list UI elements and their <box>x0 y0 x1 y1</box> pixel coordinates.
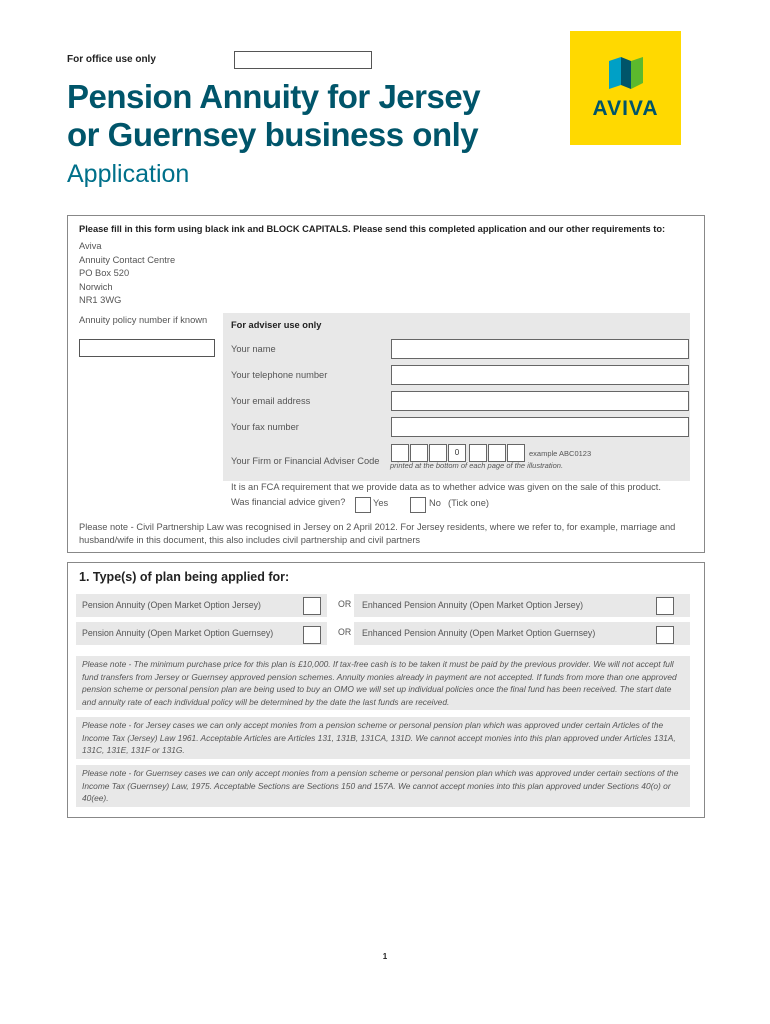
plan-enhanced-guernsey-checkbox[interactable] <box>656 626 674 644</box>
fca-requirement-text: It is an FCA requirement that we provide data as to whether advice was given on the sale of this product. <box>231 482 661 492</box>
address-line: NR1 3WG <box>79 295 122 305</box>
plan-label: Enhanced Pension Annuity (Open Market Option Jersey) <box>362 600 584 610</box>
aviva-logo <box>570 31 681 145</box>
plan-option-enhanced-guernsey <box>354 622 690 645</box>
plan-option-jersey <box>76 594 327 617</box>
plan-guernsey-checkbox[interactable] <box>303 626 321 644</box>
office-use-field[interactable] <box>234 51 372 69</box>
telephone-input[interactable] <box>391 365 689 385</box>
annuity-policy-label: Annuity policy number if known <box>79 315 208 325</box>
plan-label: Pension Annuity (Open Market Option Jersey) <box>82 600 261 610</box>
jersey-note: Please note - for Jersey cases we can only accept monies from a pension scheme or personal pension plan which was approved under certain Articles of the Income Tax (Jersey) Law 1961. Acceptable Articles are Articles 131, 131B, 131CA, 131D. We cannot accept monies into this plan approved under Articles 131A, 131C, 131E, 131F or 131G. <box>76 717 690 759</box>
minimum-price-note: Please note - The minimum purchase price for this plan is £10,000. If tax-free cash is to be taken it must be paid by the previous provider. We will not accept full fund transfers from Jersey or Guernsey approved pension schemes. Annuity monies already in payment are not accepted. If funds from more than one approved pension scheme or personal pension plan are being used to buy an OMO we will set up individual policies once the final fund has been received. The start date and annuity rate of each individual policy will be determined by the date the last funds are received. <box>76 656 690 710</box>
firm-code-label: Your Firm or Financial Adviser Code <box>231 456 380 466</box>
plan-label: Enhanced Pension Annuity (Open Market Option Guernsey) <box>362 628 596 638</box>
firm-code-cell-6[interactable] <box>488 444 506 462</box>
address-line: Aviva <box>79 241 102 251</box>
page-subtitle: Application <box>67 160 190 188</box>
your-name-label: Your name <box>231 344 276 354</box>
your-name-input[interactable] <box>391 339 689 359</box>
logo-text: AVIVA <box>592 97 659 120</box>
plan-option-guernsey <box>76 622 327 645</box>
advice-yes-checkbox[interactable] <box>355 497 371 513</box>
page-number: 1 <box>382 952 388 961</box>
firm-code-example: example ABC0123 <box>529 449 592 458</box>
civil-partnership-note: Please note - Civil Partnership Law was recognised in Jersey on 2 April 2012. For Jersey residents, where we refer to, for example, marriage and husband/wife in this document, this also includes civil partnership and civil partners <box>79 522 676 545</box>
title-line-1: Pension Annuity for Jersey <box>67 78 481 115</box>
plan-jersey-checkbox[interactable] <box>303 597 321 615</box>
or-label: OR <box>338 599 352 609</box>
aviva-flag-icon <box>607 53 645 93</box>
fax-input[interactable] <box>391 417 689 437</box>
advice-no-label: No <box>429 498 441 508</box>
advice-question: Was financial advice given? <box>231 497 346 507</box>
adviser-heading: For adviser use only <box>231 320 322 330</box>
advice-no-checkbox[interactable] <box>410 497 426 513</box>
firm-code-cell-3[interactable] <box>429 444 447 462</box>
address-line: Annuity Contact Centre <box>79 254 176 265</box>
firm-code-cell-2[interactable] <box>410 444 428 462</box>
firm-code-cell-1[interactable] <box>391 444 409 462</box>
telephone-label: Your telephone number <box>231 370 328 380</box>
firm-code-cell-7[interactable] <box>507 444 525 462</box>
or-label: OR <box>338 627 352 637</box>
plan-option-enhanced-jersey <box>354 594 690 617</box>
application-details-section <box>67 215 705 553</box>
email-label: Your email address <box>231 396 311 406</box>
firm-code-cell-4[interactable]: 0 <box>448 444 466 462</box>
address-line: Norwich <box>79 281 113 292</box>
annuity-policy-input[interactable] <box>79 339 215 357</box>
tick-one-hint: (Tick one) <box>448 498 489 508</box>
postal-address <box>79 240 175 308</box>
address-line: PO Box 520 <box>79 268 130 278</box>
fax-label: Your fax number <box>231 422 299 432</box>
firm-code-note: printed at the bottom of each page of the illustration. <box>390 461 564 470</box>
firm-code-cell-5[interactable] <box>469 444 487 462</box>
advice-yes-label: Yes <box>373 498 389 508</box>
guernsey-note: Please note - for Guernsey cases we can only accept monies from a pension scheme or personal pension plan which was approved under certain sections of the Income Tax (Guernsey) Law, 1975. Acceptable Sections are Sections 150 and 157A. We cannot accept monies into this plan approved under Sections 40(o) or 40(ee). <box>76 765 690 807</box>
title-line-2: or Guernsey business only <box>67 116 479 153</box>
instructions-text: Please fill in this form using black ink and BLOCK CAPITALS. Please send this completed application and our other requirements to: <box>79 224 666 234</box>
plan-label: Pension Annuity (Open Market Option Guernsey) <box>82 628 274 638</box>
office-use-label: For office use only <box>67 54 156 65</box>
plan-type-section <box>67 562 705 818</box>
section-heading: 1. Type(s) of plan being applied for: <box>79 570 290 584</box>
plan-enhanced-jersey-checkbox[interactable] <box>656 597 674 615</box>
email-input[interactable] <box>391 391 689 411</box>
page-title <box>67 78 480 154</box>
